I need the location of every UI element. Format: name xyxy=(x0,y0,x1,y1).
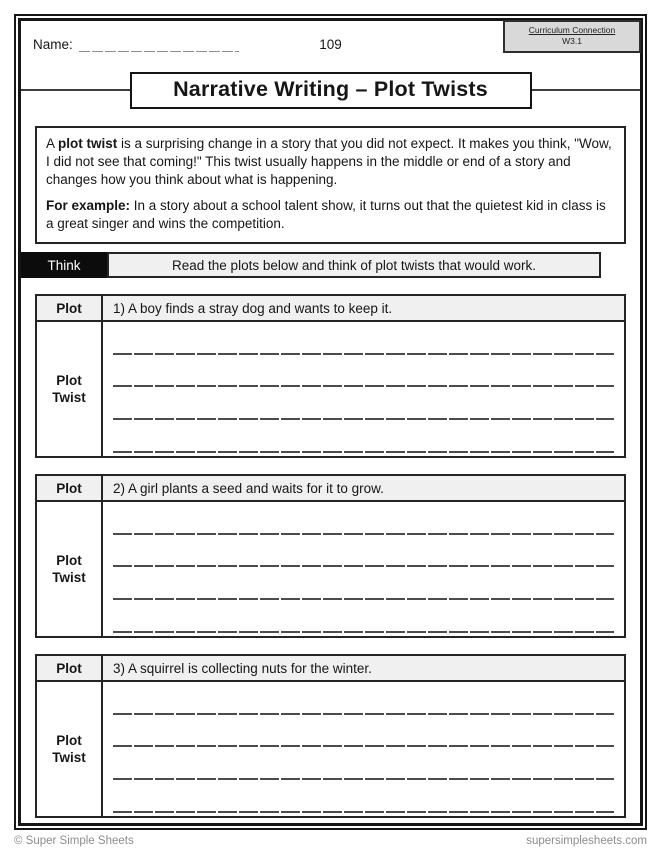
plot-twist-term: plot twist xyxy=(58,136,118,151)
writing-line xyxy=(113,353,614,355)
name-blank-line xyxy=(79,38,239,52)
name-label: Name: xyxy=(33,37,73,52)
plot-header-cell: Plot xyxy=(37,656,103,680)
plot-twist-row xyxy=(37,502,624,636)
definition-paragraph: A plot twist is a surprising change in a story that you did not expect. It makes you think, "Wow, I did not see that coming!" This twist usually happens in the middle or end of a story and changes how you think about what is happening. xyxy=(46,136,612,187)
curriculum-connection-box xyxy=(503,20,641,53)
for-example-label: For example: xyxy=(46,198,131,213)
plot-table-2 xyxy=(35,474,626,638)
page-inner-border xyxy=(18,18,643,826)
plot-text-2: 2) A girl plants a seed and waits for it to grow. xyxy=(113,480,384,496)
title-band xyxy=(21,72,640,109)
page-footer xyxy=(14,835,647,847)
writing-line xyxy=(113,533,614,535)
page-number: 109 xyxy=(319,37,342,52)
page-title: Narrative Writing – Plot Twists xyxy=(130,72,532,109)
footer-website: supersimplesheets.com xyxy=(526,835,647,847)
plot-text-1: 1) A boy finds a stray dog and wants to keep it. xyxy=(113,300,393,316)
footer-copyright: © Super Simple Sheets xyxy=(14,835,134,847)
writing-line xyxy=(113,745,614,747)
curriculum-title: Curriculum Connection xyxy=(528,25,616,35)
plot-twist-row xyxy=(37,682,624,816)
twist-writing-area-2 xyxy=(103,502,624,636)
twist-writing-area-3 xyxy=(103,682,624,816)
name-field xyxy=(33,37,319,52)
plot-header-row xyxy=(37,476,624,502)
plot-twist-label: Plot Twist xyxy=(37,682,103,816)
plot-twist-label: Plot Twist xyxy=(37,502,103,636)
writing-line xyxy=(113,565,614,567)
plot-header-row xyxy=(37,296,624,322)
think-label: Think xyxy=(21,252,107,278)
plot-twist-label: Plot Twist xyxy=(37,322,103,456)
plot-twist-row xyxy=(37,322,624,456)
think-instruction: Read the plots below and think of plot twists that would work. xyxy=(107,252,601,278)
plot-header-cell: Plot xyxy=(37,296,103,320)
plot-table-3 xyxy=(35,654,626,818)
plot-header-row xyxy=(37,656,624,682)
writing-line xyxy=(113,778,614,780)
example-paragraph: For example: In a story about a school talent show, it turns out that the quietest kid in class is a great singer and wins the competition. xyxy=(46,198,606,231)
writing-line xyxy=(113,418,614,420)
writing-line xyxy=(113,385,614,387)
plot-header-cell: Plot xyxy=(37,476,103,500)
writing-line xyxy=(113,631,614,633)
curriculum-code: W3.1 xyxy=(562,36,582,46)
writing-line xyxy=(113,451,614,453)
page-border xyxy=(14,14,647,830)
writing-line xyxy=(113,598,614,600)
definition-box xyxy=(35,126,626,244)
writing-line xyxy=(113,713,614,715)
twist-writing-area-1 xyxy=(103,322,624,456)
plot-text-3: 3) A squirrel is collecting nuts for the winter. xyxy=(113,660,372,676)
think-bar xyxy=(21,252,640,278)
plot-table-1 xyxy=(35,294,626,458)
writing-line xyxy=(113,811,614,813)
